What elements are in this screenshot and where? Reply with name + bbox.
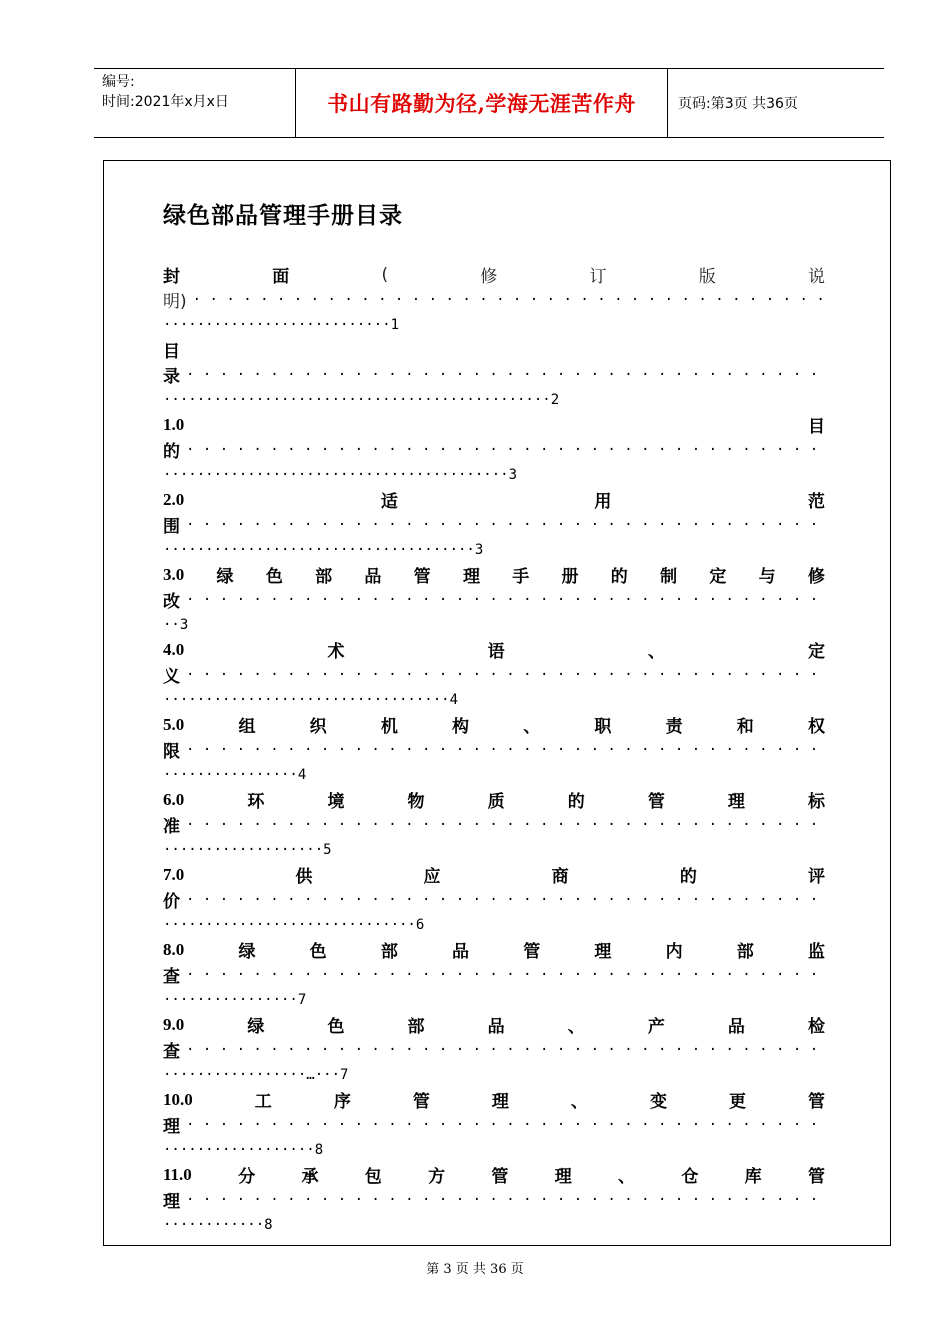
toc-entry-char: 职 (594, 717, 612, 737)
toc-entry-char: 商 (551, 867, 569, 887)
toc-entry-number: 1.0 (163, 414, 185, 434)
toc-entry-tail: 录 (163, 367, 180, 387)
toc-entry-char: 标 (808, 792, 825, 812)
toc-entry-char: 部 (380, 942, 398, 962)
toc-entry-char: 和 (736, 717, 754, 737)
toc-entry-char: 、 (618, 1167, 635, 1187)
toc-entry-number: 10.0 (163, 1089, 193, 1109)
toc-entry-char: 部 (736, 942, 754, 962)
dot-leader (186, 517, 825, 533)
number-label: 编号: (102, 74, 135, 90)
toc-entry-heading (163, 412, 825, 437)
toc-entry-char: 、 (570, 1092, 588, 1112)
toc-entry[interactable] (163, 562, 825, 637)
toc-entry-char: 序 (333, 1092, 351, 1112)
toc-entry-char: 、 (523, 717, 541, 737)
toc-entry-char: 理 (462, 567, 480, 587)
toc-entry-char: 册 (561, 567, 579, 587)
toc-entry-char: 织 (309, 717, 327, 737)
toc-entry-char: 管 (647, 792, 665, 812)
toc-entry-tail: 理 (163, 1117, 180, 1137)
toc-entry-char: 管 (413, 567, 431, 587)
toc-entry-char: 绿 (247, 1017, 265, 1037)
toc-entry-page-line (163, 612, 825, 637)
toc-entry[interactable] (163, 712, 825, 787)
toc-entry-char: 管 (808, 1092, 825, 1112)
toc-entry-char: 绿 (216, 567, 234, 587)
toc-entry-char: 版 (698, 267, 716, 287)
toc-entry-char: 范 (807, 492, 825, 512)
toc-entry-char: ( (381, 264, 389, 285)
toc-entry-page-line (163, 687, 825, 712)
dot-leader (186, 817, 825, 833)
toc-entry-char: 品 (364, 567, 382, 587)
toc-entry-char: 色 (309, 942, 327, 962)
toc-entry-number: 2.0 (163, 489, 185, 509)
toc-entry-char: 色 (265, 567, 283, 587)
toc-entry-leader-line (163, 362, 825, 387)
document-title: 绿色部品管理手册目录 (163, 203, 403, 229)
toc-entry-leader-line (163, 1112, 825, 1137)
toc-entry-dots-and-page: ·····································3 (163, 541, 484, 558)
toc-entry-char: 环 (247, 792, 265, 812)
toc-entry-char: 责 (665, 717, 683, 737)
toc-entry[interactable] (163, 487, 825, 562)
toc-entry-dots-and-page: ··················8 (163, 1141, 324, 1158)
time-label: 时间:2021年x月x日 (102, 94, 229, 110)
toc-entry-char: 语 (487, 642, 505, 662)
toc-entry-number: 11.0 (163, 1164, 192, 1184)
toc-entry-leader-line (163, 812, 825, 837)
toc-entry-heading (163, 862, 825, 887)
toc-entry-dots-and-page: ················4 (163, 766, 307, 783)
toc-entry-page-line (163, 462, 825, 487)
toc-entry-char: 权 (807, 717, 825, 737)
toc-entry-char: 定 (808, 642, 825, 662)
toc-entry-char: 品 (487, 1017, 505, 1037)
toc-entry-heading (163, 1162, 825, 1187)
toc-entry[interactable] (163, 1162, 825, 1237)
toc-entry-dots-and-page: ···················5 (163, 841, 332, 858)
toc-entry-page-line (163, 912, 825, 937)
toc-entry-dots-and-page: ··3 (163, 616, 189, 633)
toc-entry-tail: 限 (163, 742, 180, 762)
toc-entry-char: 理 (727, 792, 745, 812)
toc-entry-char: 组 (238, 717, 256, 737)
toc-entry-tail: 查 (163, 967, 180, 987)
toc-entry-heading (163, 787, 825, 812)
toc-entry-heading (163, 937, 825, 962)
toc-entry-char: 的 (610, 567, 628, 587)
toc-entry-char: 目 (163, 342, 180, 362)
toc-entry-tail: 的 (163, 442, 180, 462)
toc-entry-dots-and-page: ·················…···7 (163, 1066, 349, 1083)
toc-entry[interactable] (163, 937, 825, 1012)
toc-entry-char: 物 (407, 792, 425, 812)
toc-entry-page-line (163, 537, 825, 562)
toc-entry[interactable] (163, 412, 825, 487)
toc-entry-leader-line (163, 1187, 825, 1212)
toc-entry-dots-and-page: ··································4 (163, 691, 459, 708)
toc-entry-heading (163, 562, 825, 587)
toc-entry-char: 分 (238, 1167, 256, 1187)
toc-entry-number: 4.0 (163, 639, 185, 659)
toc-entry-char: 管 (807, 1167, 825, 1187)
page-header (94, 68, 884, 138)
toc-entry-char: 色 (327, 1017, 345, 1037)
toc-entry-char: 理 (554, 1167, 572, 1187)
toc-entry-heading (163, 487, 825, 512)
toc-entry-leader-line (163, 287, 825, 312)
dot-leader (186, 892, 825, 908)
toc-entry-tail: 明) (163, 292, 187, 312)
toc-entry-char: 监 (807, 942, 825, 962)
toc-entry-char: 的 (567, 792, 585, 812)
toc-entry-char: 、 (567, 1017, 585, 1037)
toc-entry[interactable] (163, 637, 825, 712)
toc-entry-heading (163, 712, 825, 737)
header-page-info: 页码:第3页 共36页 (678, 96, 798, 112)
toc-entry-number: 9.0 (163, 1014, 185, 1034)
toc-entry-char: 目 (808, 417, 825, 437)
toc-entry-leader-line (163, 587, 825, 612)
toc-entry-page-line (163, 312, 825, 337)
toc-entry-char: 订 (589, 267, 607, 287)
toc-entry-char: 适 (380, 492, 398, 512)
toc-entry-char: 检 (808, 1017, 825, 1037)
toc-entry-dots-and-page: ············8 (163, 1216, 273, 1233)
toc-entry-char: 理 (491, 1092, 509, 1112)
dot-leader (186, 442, 825, 458)
toc-entry-char: 理 (594, 942, 612, 962)
header-meta (94, 69, 295, 137)
toc-entry-char: 定 (709, 567, 727, 587)
toc-entry-page-line (163, 837, 825, 862)
toc-entry-char: 内 (665, 942, 683, 962)
toc-entry-char: 库 (744, 1167, 762, 1187)
page-footer: 第 3 页 共 36 页 (426, 1262, 524, 1277)
toc-entry-char: 部 (315, 567, 333, 587)
toc-entry-char: 管 (491, 1167, 509, 1187)
toc-entry-char: 供 (295, 867, 313, 887)
toc-entry-char: 方 (428, 1167, 446, 1187)
toc-entry-dots-and-page: ················7 (163, 991, 307, 1008)
toc-entry-char: 承 (301, 1167, 319, 1187)
toc-entry-char: 工 (254, 1092, 272, 1112)
toc-entry-tail: 查 (163, 1042, 180, 1062)
toc-entry-char: 变 (649, 1092, 667, 1112)
toc-entry-char: 封 (163, 267, 180, 287)
toc-entry-page-line (163, 987, 825, 1012)
header-motto: 书山有路勤为径,学海无涯苦作舟 (295, 69, 668, 137)
dot-leader (186, 1117, 825, 1133)
toc-entry-char: 用 (594, 492, 612, 512)
dot-leader (186, 967, 825, 983)
toc-entry-char: 术 (327, 642, 345, 662)
toc-entry-char: 仓 (681, 1167, 699, 1187)
toc-entry-char: 包 (364, 1167, 382, 1187)
toc-entry-leader-line (163, 1037, 825, 1062)
toc-entry-char: 修 (480, 267, 498, 287)
toc-entry[interactable] (163, 787, 825, 862)
toc-entry[interactable] (163, 262, 825, 337)
dot-leader (186, 1192, 825, 1208)
toc-entry-char: 的 (679, 867, 697, 887)
toc-entry-tail: 理 (163, 1192, 180, 1212)
toc-entry-page-line (163, 1137, 825, 1162)
toc-entry-char: 面 (272, 267, 290, 287)
toc-entry-number: 8.0 (163, 939, 185, 959)
toc-entry-number: 5.0 (163, 714, 185, 734)
toc-entry-dots-and-page: ······························6 (163, 916, 425, 933)
toc-entry-char: 管 (412, 1092, 430, 1112)
dot-leader (186, 367, 825, 383)
toc-entry-tail: 价 (163, 892, 180, 912)
toc-entry-char: 境 (327, 792, 345, 812)
dot-leader (186, 667, 825, 683)
toc-entry[interactable] (163, 1087, 825, 1162)
toc-entry-dots-and-page: ···························1 (163, 316, 400, 333)
dot-leader (186, 1042, 825, 1058)
toc-entry-leader-line (163, 662, 825, 687)
toc-entry-char: 制 (660, 567, 678, 587)
toc-entry-char: 说 (807, 267, 825, 287)
toc-entry-char: 管 (523, 942, 541, 962)
dot-leader (193, 292, 825, 308)
toc-entry-page-line (163, 1062, 825, 1087)
toc-entry-leader-line (163, 737, 825, 762)
toc-entry-char: 、 (647, 642, 665, 662)
toc-entry-heading (163, 1012, 825, 1037)
dot-leader (186, 592, 825, 608)
toc-entry-leader-line (163, 962, 825, 987)
toc-entry-leader-line (163, 512, 825, 537)
toc-entry-char: 评 (807, 867, 825, 887)
toc-entry-leader-line (163, 437, 825, 462)
toc-entry-number: 7.0 (163, 864, 185, 884)
toc-entry-char: 产 (647, 1017, 665, 1037)
toc-entry-tail: 准 (163, 817, 180, 837)
toc-entry-dots-and-page: ··············································2 (163, 391, 560, 408)
toc-entry-char: 质 (487, 792, 505, 812)
toc-entry[interactable] (163, 1012, 825, 1087)
toc-entry-char: 部 (407, 1017, 425, 1037)
toc-entry-tail: 义 (163, 667, 180, 687)
toc-entry-char: 应 (423, 867, 441, 887)
toc-entry-heading (163, 1087, 825, 1112)
toc-entry[interactable] (163, 337, 825, 412)
toc-entry-tail: 改 (163, 592, 180, 612)
toc-entry-char: 品 (727, 1017, 745, 1037)
dot-leader (186, 742, 825, 758)
toc-entry-dots-and-page: ·········································3 (163, 466, 518, 483)
toc-entry-char: 机 (380, 717, 398, 737)
toc-entry-char: 手 (512, 567, 530, 587)
toc-entry-char: 品 (452, 942, 469, 962)
toc-entry-page-line (163, 1212, 825, 1237)
toc-entry-number: 6.0 (163, 789, 185, 809)
toc-entry-heading (163, 337, 825, 362)
toc-entry-heading (163, 262, 825, 287)
toc-entry-char: 更 (728, 1092, 746, 1112)
toc-entry-char: 绿 (238, 942, 256, 962)
toc-entry-number: 3.0 (163, 564, 185, 584)
toc-entry-page-line (163, 387, 825, 412)
toc-entry-char: 修 (807, 567, 825, 587)
toc-entry-leader-line (163, 887, 825, 912)
toc-entry-heading (163, 637, 825, 662)
toc-entry-page-line (163, 762, 825, 787)
toc-entry-tail: 围 (163, 517, 180, 537)
table-of-contents (163, 262, 825, 1237)
toc-entry[interactable] (163, 862, 825, 937)
toc-entry-char: 与 (758, 567, 776, 587)
toc-entry-char: 构 (452, 717, 469, 737)
